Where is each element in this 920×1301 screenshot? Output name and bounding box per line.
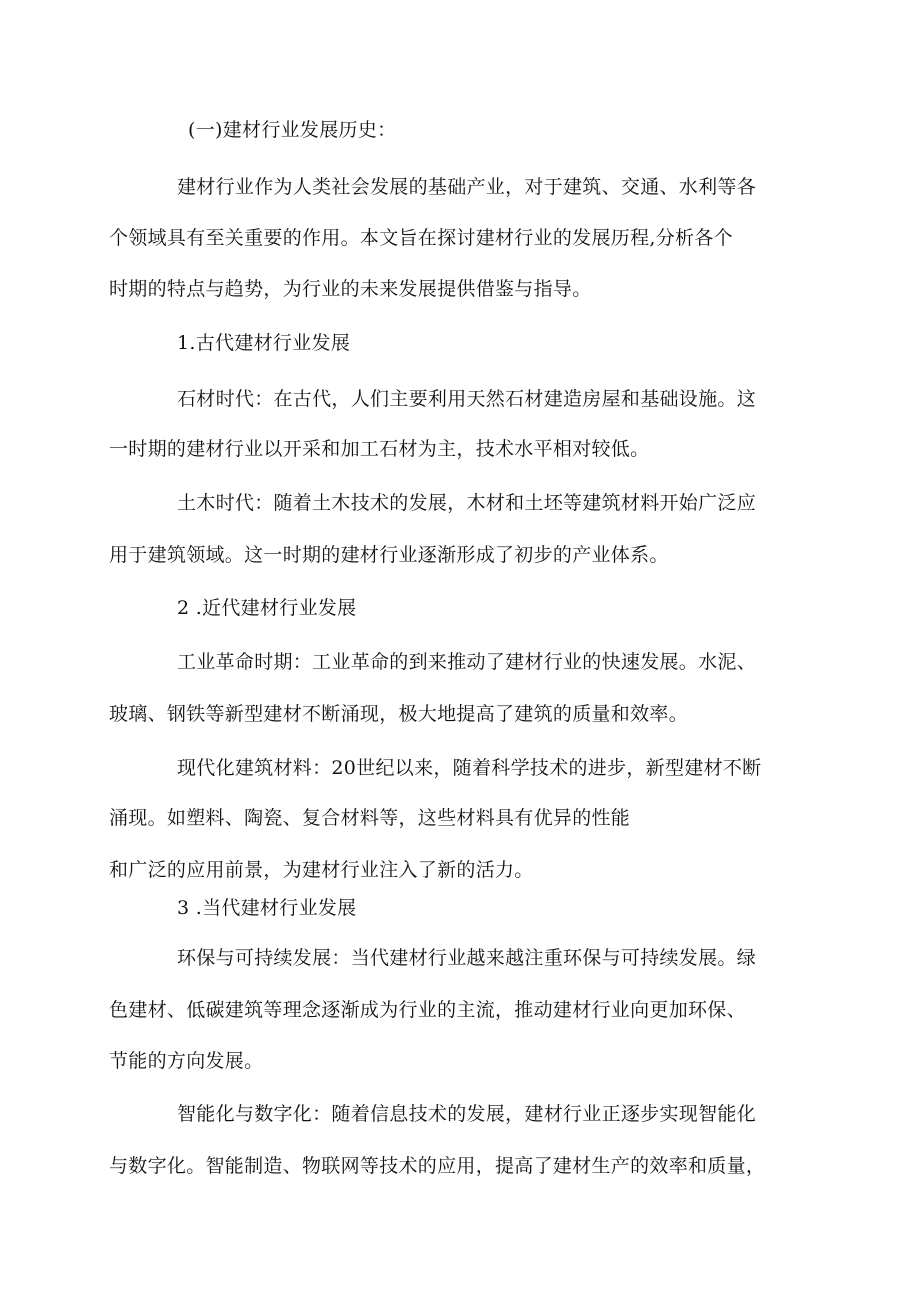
section-heading: (一)建材行业发展历史：	[188, 119, 397, 141]
modern-heading: 2 .近代建材行业发展	[177, 597, 357, 619]
earth-wood-line-1: 土木时代：随着土木技术的发展，木材和土坯等建筑材料开始广泛应	[177, 492, 757, 514]
industrial-line-1: 工业革命时期：工业革命的到来推动了建材行业的快速发展。水泥、	[177, 651, 757, 673]
modern-materials-line-2: 涌现。如塑料、陶瓷、复合材料等，这些材料具有优异的性能	[109, 807, 631, 829]
intro-line-2: 个领域具有至关重要的作用。本文旨在探讨建材行业的发展历程,分析各个	[109, 227, 733, 249]
modern-materials-line-1: 现代化建筑材料：20世纪以来，随着科学技术的进步，新型建材不断	[177, 757, 762, 779]
contemporary-heading: 3 .当代建材行业发展	[177, 897, 357, 919]
ancient-heading: 1.古代建材行业发展	[177, 332, 351, 354]
industrial-line-2: 玻璃、钢铁等新型建材不断涌现，极大地提高了建筑的质量和效率。	[109, 703, 689, 725]
sustainability-line-1: 环保与可持续发展：当代建材行业越来越注重环保与可持续发展。绿	[177, 947, 757, 969]
sustainability-line-2: 色建材、低碳建筑等理念逐渐成为行业的主流，推动建材行业向更加环保、	[109, 999, 746, 1021]
sustainability-line-3: 节能的方向发展。	[109, 1050, 264, 1072]
digitalization-line-1: 智能化与数字化：随着信息技术的发展，建材行业正逐步实现智能化	[177, 1103, 757, 1125]
intro-line-3: 时期的特点与趋势，为行业的未来发展提供借鉴与指导。	[109, 278, 592, 300]
digitalization-line-2: 与数字化。智能制造、物联网等技术的应用，提高了建材生产的效率和质量，	[109, 1155, 766, 1177]
earth-wood-line-2: 用于建筑领域。这一时期的建材行业逐渐形成了初步的产业体系。	[109, 544, 669, 566]
intro-line-1: 建材行业作为人类社会发展的基础产业，对于建筑、交通、水利等各	[177, 176, 757, 198]
stone-age-line-1: 石材时代：在古代，人们主要利用天然石材建造房屋和基础设施。这	[177, 388, 757, 410]
stone-age-line-2: 一时期的建材行业以开采和加工石材为主，技术水平相对较低。	[109, 438, 650, 460]
modern-materials-line-3: 和广泛的应用前景，为建材行业注入了新的活力。	[109, 859, 534, 881]
